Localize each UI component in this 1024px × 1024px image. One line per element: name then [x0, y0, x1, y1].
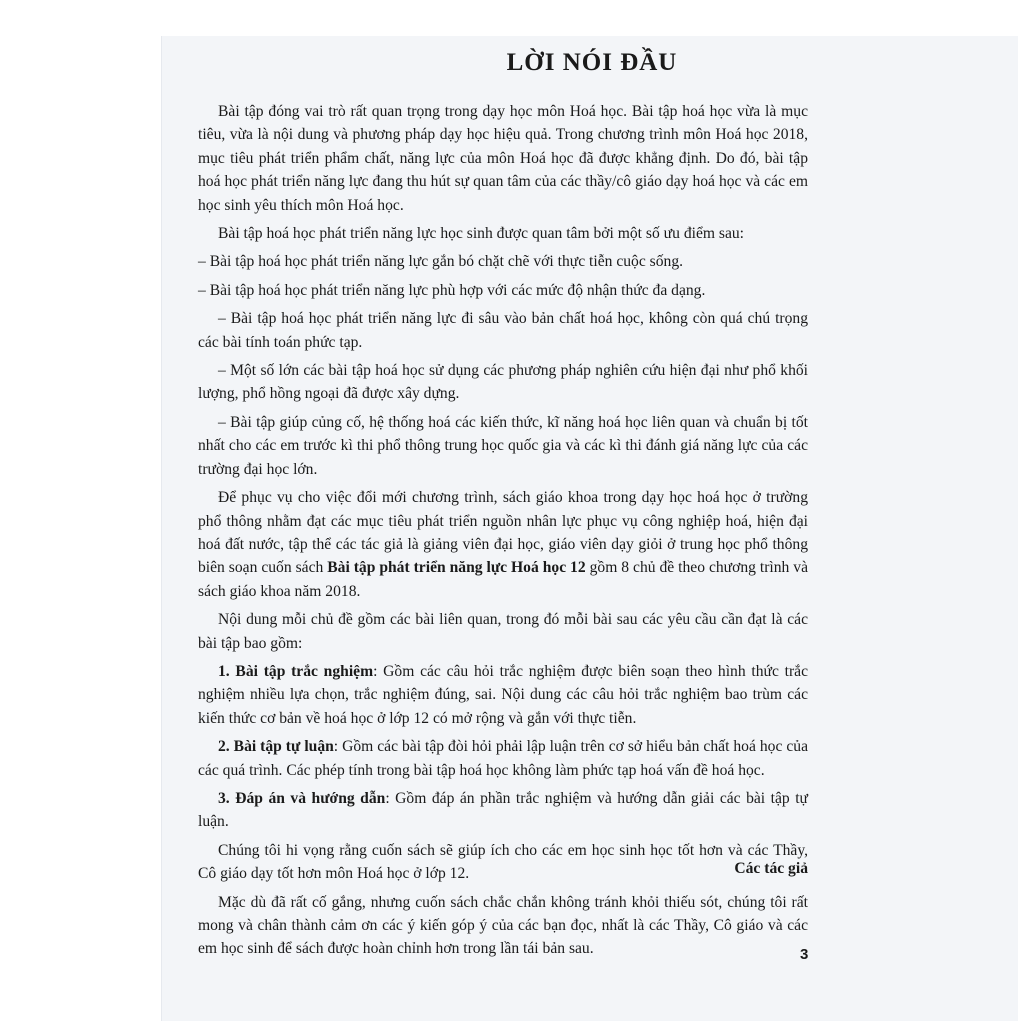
- section-essay: [198, 735, 808, 782]
- advantage-item: – Bài tập giúp củng cố, hệ thống hoá các kiến thức, kĩ năng hoá học liên quan và chuẩn bị tốt nhất cho các em trước kì thi phổ thông trung học quốc gia và các kì thi đánh giá năng lực của các trường đại học lớn.: [198, 413, 808, 478]
- advantage-item: – Bài tập hoá học phát triển năng lực phù hợp với các mức độ nhận thức đa dạng.: [198, 281, 706, 299]
- section-answers: [198, 787, 808, 834]
- section-multiple-choice: [198, 660, 808, 730]
- signature: Các tác giả: [734, 860, 808, 877]
- advantage-item: – Một số lớn các bài tập hoá học sử dụng các phương pháp nghiên cứu hiện đại như phổ khối lượng, phổ hồng ngoại đã được xây dựng.: [198, 362, 808, 403]
- page-number: 3: [800, 946, 809, 963]
- paragraph-book-purpose: [198, 486, 808, 603]
- section-heading: 1. Bài tập trắc nghiệm: [218, 662, 374, 680]
- section-text: : Gồm đáp án phần trắc nghiệm và hướng dẫn giải các bài tập tự luận.: [198, 789, 808, 831]
- paragraph-thanks: Mặc dù đã rất cố gắng, nhưng cuốn sách chắc chắn không tránh khỏi thiếu sót, chúng tôi rất mong và chân thành cảm ơn các ý kiến góp ý của các bạn đọc, nhất là các Thầy, Cô giáo và các em học sinh để sách được hoàn chỉnh hơn trong lần tái bản sau.: [198, 893, 808, 958]
- purpose-text-a: Để phục vụ cho việc đổi mới chương trình, sách giáo khoa trong dạy học hoá học ở trường phổ thông nhằm đạt các mục tiêu phát triển nguồn nhân lực phục vụ công nghiệp hoá, hiện đại hoá đất nước, tập thể các tác giả là giảng viên đại học, giáo viên dạy giỏi ở trung học phổ thông biên soạn cuốn sách: [198, 489, 808, 577]
- section-heading: 3. Đáp án và hướng dẫn: [218, 789, 386, 807]
- preface-body: [198, 100, 808, 966]
- paragraph-intro: Bài tập đóng vai trò rất quan trọng trong dạy học môn Hoá học. Bài tập hoá học vừa là mục tiêu, vừa là nội dung và phương pháp dạy học hiệu quả. Trong chương trình môn Hoá học 2018, mục tiêu phát triển phẩm chất, năng lực của môn Hoá học đã được khẳng định. Do đó, bài tập hoá học phát triển năng lực đang thu hút sự quan tâm của các thầy/cô giáo dạy hoá học và các em học sinh yêu thích môn Hoá học.: [198, 103, 808, 214]
- paragraph-hope: Chúng tôi hi vọng rằng cuốn sách sẽ giúp ích cho các em học sinh học tốt hơn và các Thầy, Cô giáo dạy tốt hơn môn Hoá học ở lớp 12.: [198, 841, 808, 883]
- section-text: : Gồm các bài tập đòi hỏi phải lập luận trên cơ sở hiểu bản chất hoá học của các quá trình. Các phép tính trong bài tập hoá học không làm phức tạp hoá vấn đề hoá học.: [198, 738, 808, 779]
- paragraph-advantages: Bài tập hoá học phát triển năng lực học sinh được quan tâm bởi một số ưu điểm sau:: [218, 225, 745, 243]
- page-title: LỜI NÓI ĐẦU: [506, 49, 678, 76]
- section-text: : Gồm các câu hỏi trắc nghiệm được biên soạn theo hình thức trắc nghiệm nhiều lựa chọn, trắc nghiệm đúng, sai. Nội dung các câu hỏi trắc nghiệm bao trùm các kiến thức cơ bản về hoá học ở lớp 12 có mở rộng và gắn với thực tiễn.: [198, 662, 808, 727]
- advantage-item: – Bài tập hoá học phát triển năng lực đi sâu vào bản chất hoá học, không còn quá chú trọng các bài tính toán phức tạp.: [198, 310, 808, 351]
- book-title: Bài tập phát triển năng lực Hoá học 12: [327, 559, 586, 577]
- paragraph-content: Nội dung mỗi chủ đề gồm các bài liên quan, trong đó mỗi bài sau các yêu cầu cần đạt là các bài tập bao gồm:: [198, 611, 808, 652]
- section-heading: 2. Bài tập tự luận: [218, 738, 334, 756]
- purpose-text-b: gồm 8 chủ đề theo chương trình và sách giáo khoa năm 2018.: [198, 559, 809, 600]
- advantage-item: – Bài tập hoá học phát triển năng lực gắn bó chặt chẽ với thực tiễn cuộc sống.: [198, 253, 684, 271]
